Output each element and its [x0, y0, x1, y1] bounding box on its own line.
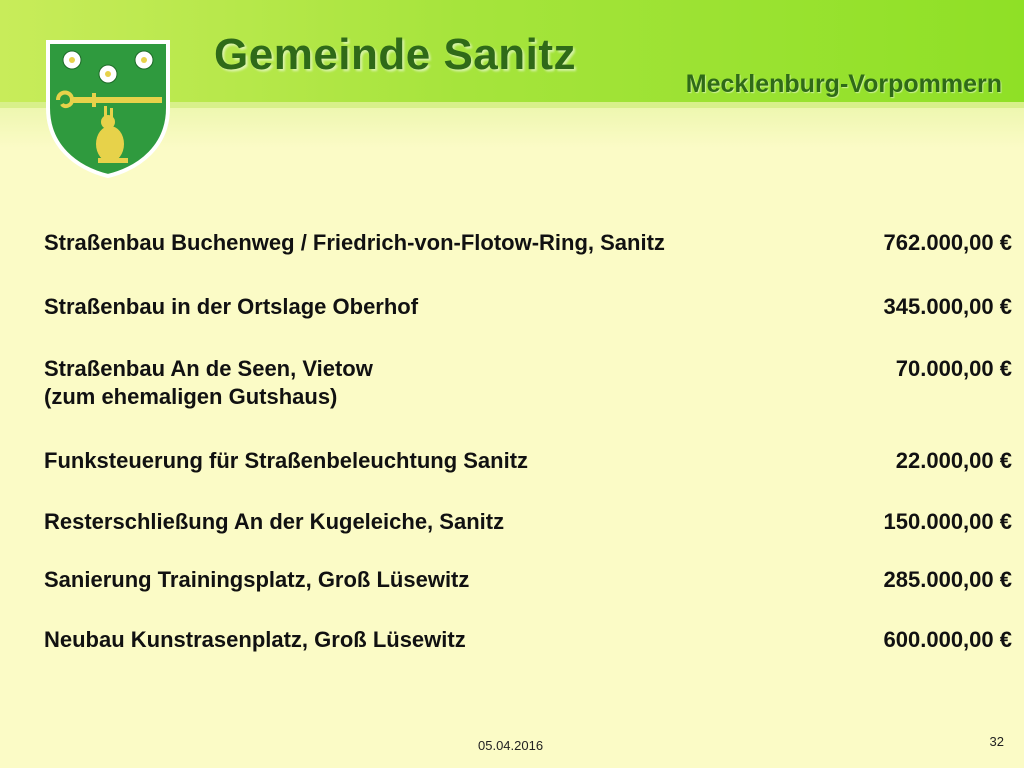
- item-label: Straßenbau An de Seen, Vietow: [44, 356, 373, 381]
- item-amount: 762.000,00 €: [883, 230, 1012, 255]
- page-number: 32: [989, 734, 1004, 749]
- item-label: Funksteuerung für Straßenbeleuchtung Sanitz: [44, 448, 529, 473]
- item-amount: 600.000,00 €: [883, 627, 1012, 652]
- page-subtitle: Mecklenburg-Vorpommern: [685, 70, 1002, 98]
- item-amount: 70.000,00 €: [895, 356, 1012, 381]
- item-amount: 345.000,00 €: [883, 294, 1012, 319]
- item-label: Neubau Kunstrasenplatz, Groß Lüsewitz: [44, 627, 466, 652]
- item-label: Resterschließung An der Kugeleiche, Sanitz: [44, 509, 505, 534]
- item-label: Straßenbau Buchenweg / Friedrich-von-Flotow-Ring, Sanitz: [44, 230, 665, 255]
- coat-of-arms-icon: [44, 38, 172, 178]
- item-amount: 150.000,00 €: [883, 509, 1012, 534]
- item-label-note: (zum ehemaligen Gutshaus): [44, 384, 338, 409]
- item-label: Straßenbau in der Ortslage Oberhof: [44, 294, 419, 319]
- footer-date: 05.04.2016: [478, 738, 544, 753]
- item-amount: 285.000,00 €: [883, 567, 1012, 592]
- page-title: Gemeinde Sanitz: [214, 30, 577, 79]
- item-label: Sanierung Trainingsplatz, Groß Lüsewitz: [44, 567, 470, 592]
- item-amount: 22.000,00 €: [895, 448, 1012, 473]
